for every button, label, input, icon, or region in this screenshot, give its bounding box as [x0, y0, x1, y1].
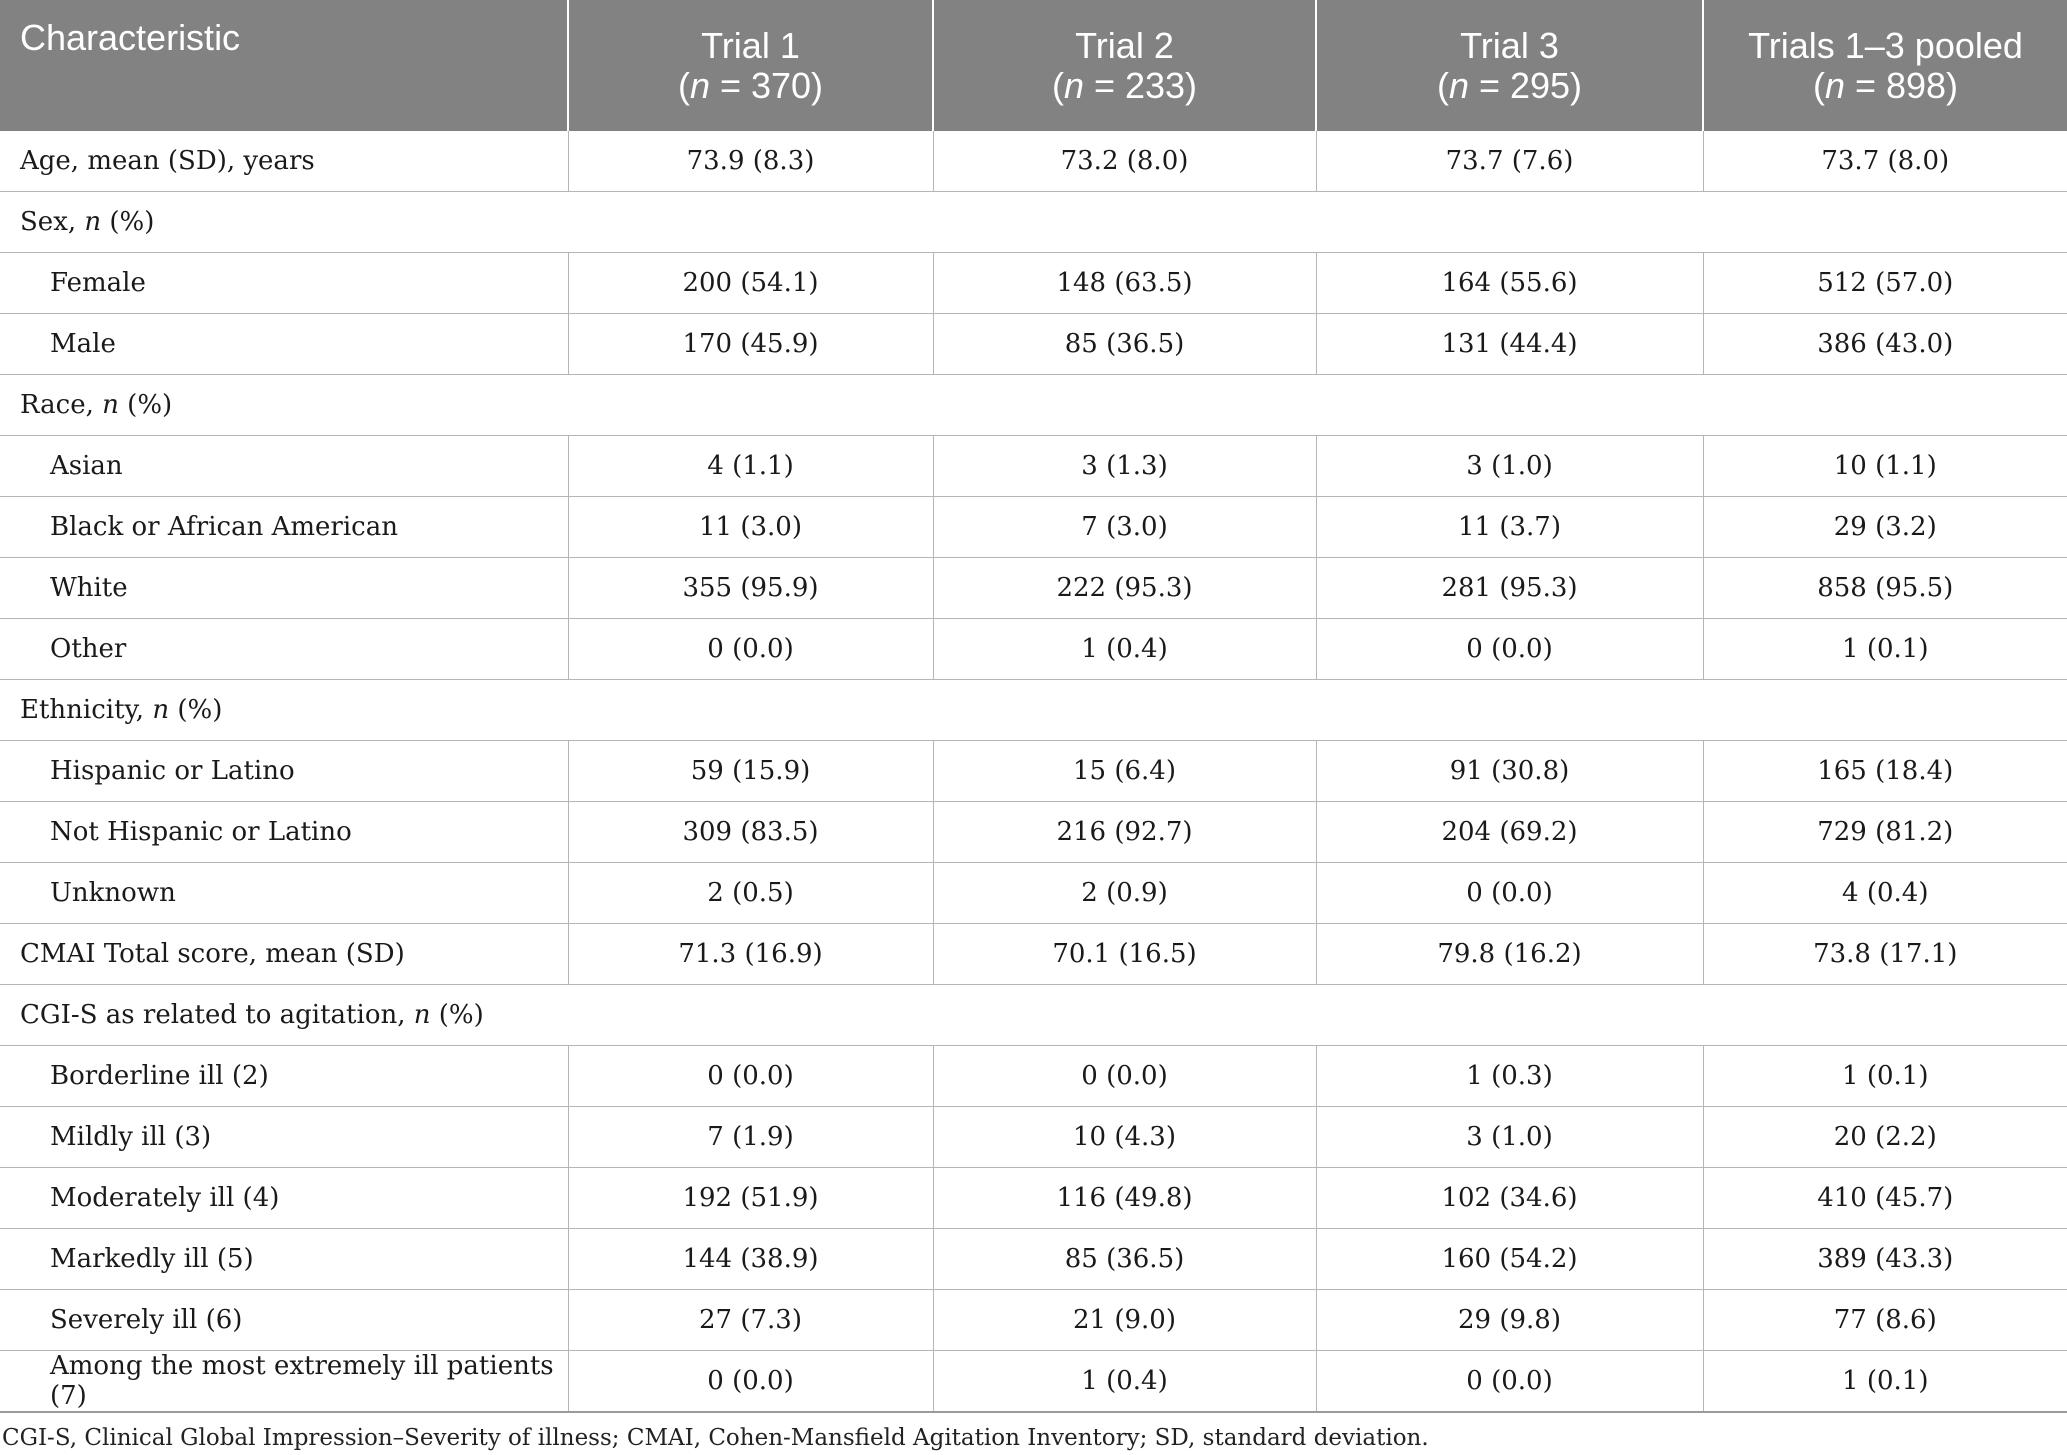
table-row	[0, 1351, 2067, 1413]
row-label: Among the most extremely ill patients (7)	[0, 1351, 568, 1413]
row-label: Asian	[0, 436, 568, 497]
header-characteristic: Characteristic	[0, 0, 568, 131]
value-cell: 73.7 (8.0)	[1703, 131, 2067, 192]
value-cell: 1 (0.4)	[933, 1351, 1316, 1413]
row-label: Mildly ill (3)	[0, 1107, 568, 1168]
value-cell: 29 (9.8)	[1316, 1290, 1703, 1351]
section-row	[0, 375, 2067, 436]
header-n: (n = 233)	[1051, 64, 1198, 106]
value-cell: 355 (95.9)	[568, 558, 933, 619]
value-cell: 73.8 (17.1)	[1703, 924, 2067, 985]
value-cell: 512 (57.0)	[1703, 253, 2067, 314]
row-label: Severely ill (6)	[0, 1290, 568, 1351]
value-cell: 10 (4.3)	[933, 1107, 1316, 1168]
value-cell: 1 (0.1)	[1703, 1351, 2067, 1413]
value-cell: 3 (1.0)	[1316, 436, 1703, 497]
row-label: Moderately ill (4)	[0, 1168, 568, 1229]
value-cell: 3 (1.3)	[933, 436, 1316, 497]
header-n: (n = 295)	[1436, 64, 1583, 106]
row-label: Hispanic or Latino	[0, 741, 568, 802]
value-cell: 15 (6.4)	[933, 741, 1316, 802]
value-cell: 79.8 (16.2)	[1316, 924, 1703, 985]
table-row	[0, 131, 2067, 192]
value-cell: 192 (51.9)	[568, 1168, 933, 1229]
value-cell: 4 (0.4)	[1703, 863, 2067, 924]
value-cell: 29 (3.2)	[1703, 497, 2067, 558]
header-trial-1	[568, 0, 933, 131]
section-label: Race, n (%)	[0, 375, 568, 436]
section-label: CGI-S as related to agitation, n (%)	[0, 985, 568, 1046]
header-title: Trials 1–3 pooled	[1748, 24, 2023, 66]
table-row	[0, 558, 2067, 619]
value-cell: 389 (43.3)	[1703, 1229, 2067, 1290]
header-row	[0, 0, 2067, 131]
table-body	[0, 131, 2067, 1412]
table-row	[0, 924, 2067, 985]
value-cell: 0 (0.0)	[1316, 619, 1703, 680]
section-spacer	[568, 680, 2067, 741]
value-cell: 0 (0.0)	[568, 619, 933, 680]
value-cell: 73.2 (8.0)	[933, 131, 1316, 192]
row-label: Age, mean (SD), years	[0, 131, 568, 192]
header-trial-2	[933, 0, 1316, 131]
section-spacer	[568, 375, 2067, 436]
section-spacer	[568, 192, 2067, 253]
header-n: (n = 898)	[1812, 64, 1959, 106]
row-label: Markedly ill (5)	[0, 1229, 568, 1290]
row-label: Not Hispanic or Latino	[0, 802, 568, 863]
value-cell: 59 (15.9)	[568, 741, 933, 802]
table-row	[0, 314, 2067, 375]
value-cell: 70.1 (16.5)	[933, 924, 1316, 985]
table-footnote: CGI-S, Clinical Global Impression–Severity of illness; CMAI, Cohen-Mansfield Agitation Inventory; SD, standard deviation.	[2, 1425, 1429, 1451]
value-cell: 4 (1.1)	[568, 436, 933, 497]
section-label: Ethnicity, n (%)	[0, 680, 568, 741]
row-label: CMAI Total score, mean (SD)	[0, 924, 568, 985]
value-cell: 0 (0.0)	[568, 1046, 933, 1107]
value-cell: 1 (0.1)	[1703, 619, 2067, 680]
value-cell: 91 (30.8)	[1316, 741, 1703, 802]
header-title: Trial 2	[1075, 24, 1174, 66]
value-cell: 1 (0.4)	[933, 619, 1316, 680]
table-row	[0, 1290, 2067, 1351]
value-cell: 386 (43.0)	[1703, 314, 2067, 375]
value-cell: 73.9 (8.3)	[568, 131, 933, 192]
table-row	[0, 1229, 2067, 1290]
value-cell: 2 (0.5)	[568, 863, 933, 924]
value-cell: 131 (44.4)	[1316, 314, 1703, 375]
value-cell: 222 (95.3)	[933, 558, 1316, 619]
value-cell: 160 (54.2)	[1316, 1229, 1703, 1290]
value-cell: 11 (3.7)	[1316, 497, 1703, 558]
header-trials-pooled	[1703, 0, 2067, 131]
value-cell: 1 (0.3)	[1316, 1046, 1703, 1107]
header-title: Trial 1	[701, 24, 800, 66]
value-cell: 0 (0.0)	[933, 1046, 1316, 1107]
row-label: Other	[0, 619, 568, 680]
value-cell: 144 (38.9)	[568, 1229, 933, 1290]
value-cell: 20 (2.2)	[1703, 1107, 2067, 1168]
value-cell: 170 (45.9)	[568, 314, 933, 375]
value-cell: 281 (95.3)	[1316, 558, 1703, 619]
table-row	[0, 802, 2067, 863]
value-cell: 3 (1.0)	[1316, 1107, 1703, 1168]
table-row	[0, 863, 2067, 924]
header-n: (n = 370)	[677, 64, 824, 106]
value-cell: 21 (9.0)	[933, 1290, 1316, 1351]
value-cell: 0 (0.0)	[1316, 1351, 1703, 1413]
value-cell: 73.7 (7.6)	[1316, 131, 1703, 192]
section-row	[0, 985, 2067, 1046]
table-row	[0, 436, 2067, 497]
row-label: White	[0, 558, 568, 619]
value-cell: 77 (8.6)	[1703, 1290, 2067, 1351]
value-cell: 85 (36.5)	[933, 1229, 1316, 1290]
row-label: Male	[0, 314, 568, 375]
table-row	[0, 619, 2067, 680]
table-row	[0, 1168, 2067, 1229]
value-cell: 729 (81.2)	[1703, 802, 2067, 863]
value-cell: 309 (83.5)	[568, 802, 933, 863]
value-cell: 165 (18.4)	[1703, 741, 2067, 802]
table-row	[0, 253, 2067, 314]
value-cell: 116 (49.8)	[933, 1168, 1316, 1229]
value-cell: 2 (0.9)	[933, 863, 1316, 924]
header-trial-3	[1316, 0, 1703, 131]
value-cell: 71.3 (16.9)	[568, 924, 933, 985]
value-cell: 216 (92.7)	[933, 802, 1316, 863]
section-spacer	[568, 985, 2067, 1046]
table-header	[0, 0, 2067, 131]
value-cell: 27 (7.3)	[568, 1290, 933, 1351]
value-cell: 0 (0.0)	[1316, 863, 1703, 924]
value-cell: 200 (54.1)	[568, 253, 933, 314]
section-row	[0, 680, 2067, 741]
header-title: Trial 3	[1460, 24, 1559, 66]
section-row	[0, 192, 2067, 253]
value-cell: 1 (0.1)	[1703, 1046, 2067, 1107]
value-cell: 7 (1.9)	[568, 1107, 933, 1168]
value-cell: 85 (36.5)	[933, 314, 1316, 375]
table-row	[0, 497, 2067, 558]
value-cell: 11 (3.0)	[568, 497, 933, 558]
value-cell: 0 (0.0)	[568, 1351, 933, 1413]
value-cell: 10 (1.1)	[1703, 436, 2067, 497]
row-label: Borderline ill (2)	[0, 1046, 568, 1107]
section-label: Sex, n (%)	[0, 192, 568, 253]
value-cell: 102 (34.6)	[1316, 1168, 1703, 1229]
row-label: Unknown	[0, 863, 568, 924]
row-label: Black or African American	[0, 497, 568, 558]
value-cell: 148 (63.5)	[933, 253, 1316, 314]
value-cell: 164 (55.6)	[1316, 253, 1703, 314]
table-row	[0, 741, 2067, 802]
value-cell: 204 (69.2)	[1316, 802, 1703, 863]
table-row	[0, 1046, 2067, 1107]
table-row	[0, 1107, 2067, 1168]
value-cell: 858 (95.5)	[1703, 558, 2067, 619]
value-cell: 410 (45.7)	[1703, 1168, 2067, 1229]
value-cell: 7 (3.0)	[933, 497, 1316, 558]
row-label: Female	[0, 253, 568, 314]
